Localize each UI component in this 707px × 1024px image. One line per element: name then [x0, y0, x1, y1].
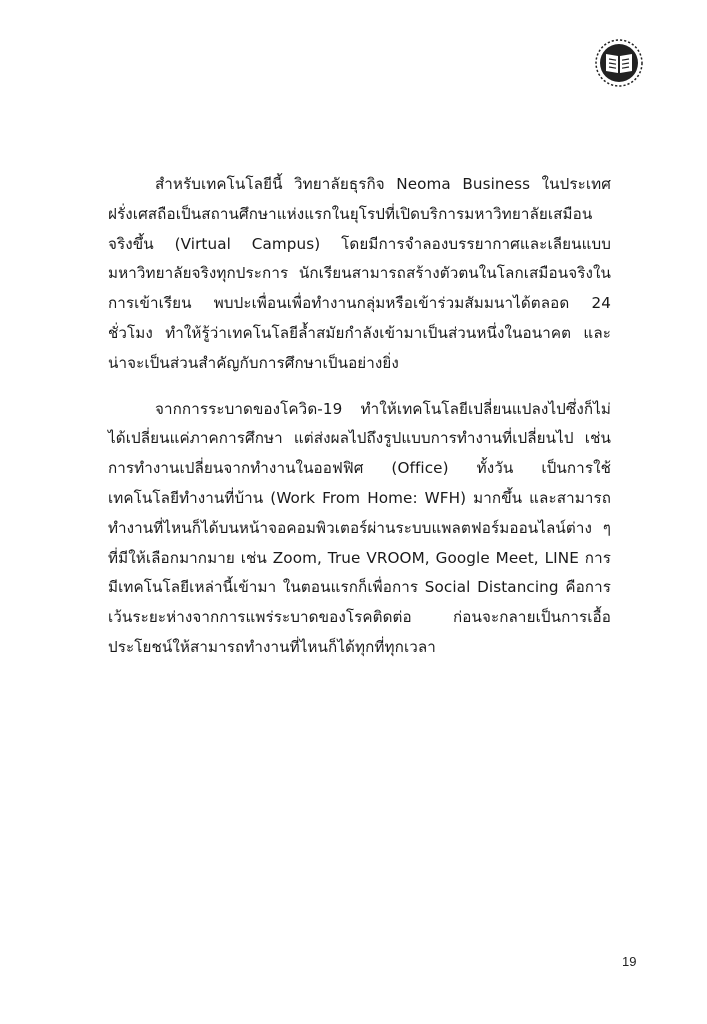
- paragraph-virtual-campus: สำหรับเทคโนโลยีนี้ วิทยาลัยธุรกิจ Neoma Business ในประเทศฝรั่งเศสถือเป็นสถานศึกษาแห่งแรกในยุโรปที่เปิดบริการมหาวิทยาลัยเสมือนจริงขึ้น (Virtual Campus) โดยมีการจำลองบรรยากาศและเลียนแบบมหาวิทยาลัยจริงทุกประการ นักเรียนสามารถสร้างตัวตนในโลกเสมือนจริงในการเข้าเรียน พบปะเพื่อนเพื่อทำงานกลุ่มหรือเข้าร่วมสัมมนาได้ตลอด 24 ชั่วโมง ทำให้รู้ว่าเทคโนโลยีล้ำสมัยกำลังเข้ามาเป็นส่วนหนึ่งในอนาคต และน่าจะเป็นส่วนสำคัญกับการศึกษาเป็นอย่างยิ่ง: [108, 175, 611, 372]
- page-body: [108, 170, 611, 663]
- page-number: 19: [622, 954, 637, 969]
- open-book-icon: [594, 38, 644, 88]
- paragraph-covid-work: จากการระบาดของโควิด-19 ทำให้เทคโนโลยีเปลี่ยนแปลงไปซึ่งก็ไม่ได้เปลี่ยนแค่ภาคการศึกษา แต่ส่งผลไปถึงรูปแบบการทำงานที่เปลี่ยนไป เช่น การทำงานเปลี่ยนจากทำงานในออฟฟิศ (Office) ทั้งวัน เป็นการใช้เทคโนโลยีทำงานที่บ้าน (Work From Home: WFH) มากขึ้น และสามารถทำงานที่ไหนก็ได้บนหน้าจอคอมพิวเตอร์ผ่านระบบแพลตฟอร์มออนไลน์ต่าง ๆ ที่มีให้เลือกมากมาย เช่น Zoom, True VROOM, Google Meet, LINE การมีเทคโนโลยีเหล่านี้เข้ามา ในตอนแรกก็เพื่อการ Social Distancing คือการเว้นระยะห่างจากการแพร่ระบาดของโรคติดต่อ ก่อนจะกลายเป็นการเอื้อประโยชน์ให้สามารถทำงานที่ไหนก็ได้ทุกที่ทุกเวลา: [108, 399, 611, 656]
